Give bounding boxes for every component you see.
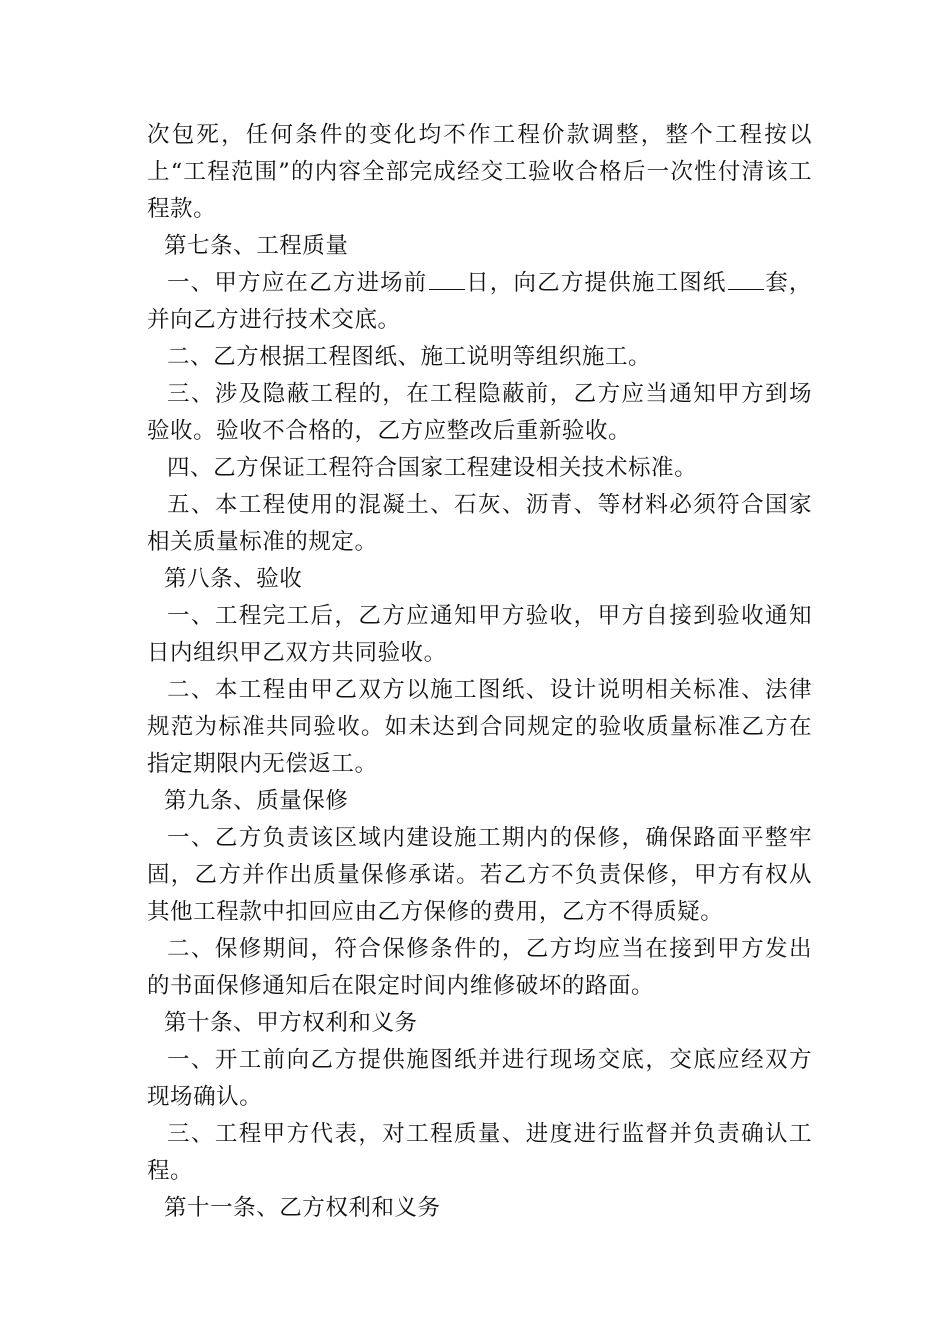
section-7-item-1-part-b: 日，向乙方提供施工图纸 [465, 270, 727, 296]
blank-days-field [429, 269, 465, 290]
section-7-item-1 [147, 265, 812, 339]
section-9-item-2: 二、保修期间，符合保修条件的，乙方均应当在接到甲方发出的书面保修通知后在限定时间内维修破坏的路面。 [147, 936, 812, 999]
section-9-item-1: 一、乙方负责该区域内建设施工期内的保修，确保路面平整牢固，乙方并作出质量保修承诺。若乙方不负责保修，甲方有权从其他工程款中扣回应由乙方保修的费用，乙方不得质疑。 [147, 825, 812, 925]
section-7-item-1-part-c: 套，并向乙方进行技术交底。 [147, 270, 812, 333]
section-7-title: 第七条、工程质量 [164, 233, 349, 259]
section-7-item-2: 二、乙方根据工程图纸、施工说明等组织施工。 [167, 344, 652, 370]
section-10-title: 第十条、甲方权利和义务 [164, 1010, 418, 1036]
section-8-title: 第八条、验收 [164, 566, 303, 592]
section-7-item-3: 三、涉及隐蔽工程的，在工程隐蔽前，乙方应当通知甲方到场验收。验收不合格的，乙方应整改后重新验收。 [147, 381, 812, 444]
section-8-item-2: 二、本工程由甲乙双方以施工图纸、设计说明相关标准、法律规范为标准共同验收。如未达到合同规定的验收质量标准乙方在指定期限内无偿返工。 [147, 677, 812, 777]
section-10-item-3: 三、工程甲方代表，对工程质量、进度进行监督并负责确认工程。 [147, 1121, 812, 1184]
section-9-title: 第九条、质量保修 [164, 788, 349, 814]
contract-body [147, 117, 812, 1227]
section-7-item-4: 四、乙方保证工程符合国家工程建设相关技术标准。 [167, 455, 698, 481]
section-11-title: 第十一条、乙方权利和义务 [164, 1195, 441, 1221]
section-7-item-1-part-a: 一、甲方应在乙方进场前 [167, 270, 428, 296]
section-8-item-1: 一、工程完工后，乙方应通知甲方验收，甲方自接到验收通知日内组织甲乙双方共同验收。 [147, 603, 812, 666]
payment-paragraph: 次包死，任何条件的变化均不作工程价款调整，整个工程按以上“工程范围”的内容全部完成经交工验收合格后一次性付清该工程款。 [147, 122, 812, 222]
section-10-item-1: 一、开工前向乙方提供施图纸并进行现场交底，交底应经双方现场确认。 [147, 1047, 812, 1110]
section-7-item-5: 五、本工程使用的混凝土、石灰、沥青、等材料必须符合国家相关质量标准的规定。 [147, 492, 812, 555]
blank-sets-field [728, 269, 764, 290]
